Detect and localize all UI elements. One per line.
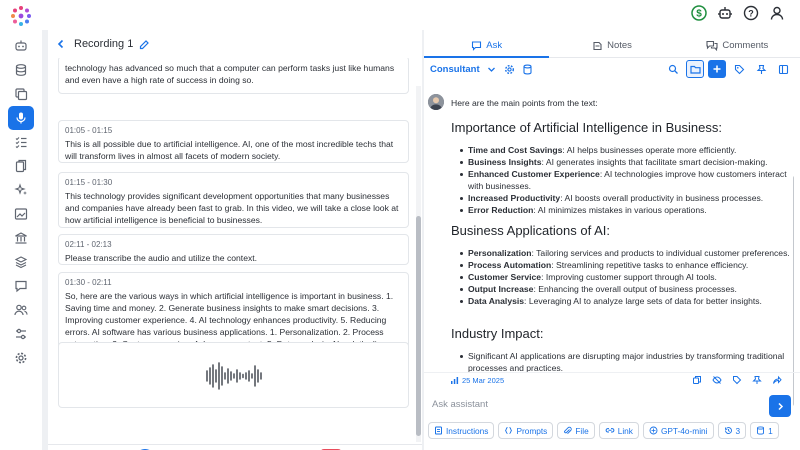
list-item: Customer Service: Improving customer support through AI tools. xyxy=(460,271,790,283)
rail-users-icon[interactable] xyxy=(8,298,34,322)
rail-sliders-icon[interactable] xyxy=(8,322,34,346)
folder-button[interactable] xyxy=(686,60,704,78)
transcript-time: 01:30 - 02:11 xyxy=(65,278,112,287)
copy-icon[interactable] xyxy=(692,375,702,385)
chevron-down-icon[interactable] xyxy=(485,62,499,76)
tab-ask-label: Ask xyxy=(486,40,503,51)
transcript-text: technology has advanced so much that a computer can perform tasks just like humans and even have a high rate of success in doing so. xyxy=(65,63,395,85)
list-item: Enhanced Customer Experience: AI technologies improve how customers interact with businesses. xyxy=(460,168,790,192)
rail-gallery-icon[interactable] xyxy=(8,82,34,106)
transcript-text: This technology provides significant development opportunities that many businesses and companies have already been fast to grab. In this video, we will take a close look at how artificial intelligence is beneficial to businesses. xyxy=(65,191,399,225)
prompts-chip[interactable]: Prompts xyxy=(498,422,553,439)
paperclip-icon xyxy=(563,426,572,435)
back-chevron-icon[interactable] xyxy=(54,37,68,51)
assistant-toolbar xyxy=(424,58,800,80)
list-item: Output Increase: Enhancing the overall output of business processes. xyxy=(460,283,790,295)
user-avatar xyxy=(428,94,444,110)
link-icon xyxy=(605,426,615,435)
plus-icon xyxy=(712,64,722,74)
pin-icon[interactable] xyxy=(752,60,770,78)
code-braces-icon xyxy=(504,426,513,435)
model-icon xyxy=(649,426,658,435)
bullet-list xyxy=(460,144,790,216)
folder-icon xyxy=(690,64,701,75)
svg-text:?: ? xyxy=(748,8,754,19)
transcript-time: 01:05 - 01:15 xyxy=(65,126,113,135)
answer-intro: Here are the main points from the text: xyxy=(451,98,598,108)
robot-icon[interactable] xyxy=(716,4,734,22)
transcript-scrollbar[interactable] xyxy=(416,86,421,442)
list-item: Data Analysis: Leveraging AI to analyze large sets of data for better insights. xyxy=(460,295,790,307)
rail-bank-icon[interactable] xyxy=(8,226,34,250)
audio-waveform-card[interactable] xyxy=(58,342,409,408)
collapse-icon[interactable] xyxy=(774,60,792,78)
tab-comments-label: Comments xyxy=(722,40,769,51)
dollar-icon[interactable] xyxy=(690,4,708,22)
help-icon[interactable] xyxy=(742,4,760,22)
rail-database-icon[interactable] xyxy=(8,58,34,82)
model-chip[interactable]: GPT-4o-mini xyxy=(643,422,714,439)
ask-assistant-input[interactable] xyxy=(428,393,766,415)
section-heading: Industry Impact: xyxy=(451,326,544,341)
list-item: Process Automation: Streamlining repetitive tasks to enhance efficiency. xyxy=(460,259,790,271)
hide-icon[interactable] xyxy=(712,375,722,385)
rail-microphone-icon[interactable] xyxy=(8,106,34,130)
database-icon[interactable] xyxy=(521,62,535,76)
list-item: Increased Productivity: AI boosts overall productivity in business processes. xyxy=(460,192,790,204)
chat-bubble-icon xyxy=(471,40,482,51)
transcript-card[interactable] xyxy=(58,58,409,94)
chevron-right-icon xyxy=(776,402,785,411)
rail-gear-icon[interactable] xyxy=(8,346,34,370)
tab-comments[interactable] xyxy=(675,34,800,57)
assistant-panel xyxy=(424,30,800,450)
bullet-list xyxy=(460,350,790,374)
list-item: Error Reduction: AI minimizes mistakes in various operations. xyxy=(460,204,790,216)
rail-sparkles-icon[interactable] xyxy=(8,178,34,202)
rail-checklist-icon[interactable] xyxy=(8,130,34,154)
settings-gear-icon[interactable] xyxy=(503,62,517,76)
assistant-tabs xyxy=(424,34,800,58)
edit-icon[interactable] xyxy=(139,37,153,51)
transcript-header xyxy=(48,30,422,58)
instructions-icon xyxy=(434,426,443,435)
history-icon xyxy=(724,426,733,435)
tab-notes-label: Notes xyxy=(607,40,632,51)
share-icon[interactable] xyxy=(772,375,782,385)
transcript-scrollbar-thumb[interactable] xyxy=(416,216,421,436)
top-bar xyxy=(0,0,800,30)
new-chat-button[interactable] xyxy=(708,60,726,78)
transcript-card[interactable] xyxy=(58,234,409,265)
list-item: Personalization: Tailoring services and products to individual customer preferences. xyxy=(460,247,790,259)
list-item: Significant AI applications are disrupting major industries by transforming traditional processes and practices. xyxy=(460,350,790,374)
rail-bot-icon[interactable] xyxy=(8,34,34,58)
transcript-text: This is all possible due to artificial intelligence. AI, one of the most incredible techs that will transform lives in almost all facets of modern society. xyxy=(65,139,394,161)
sidebar-rail xyxy=(0,30,42,450)
transcript-card[interactable] xyxy=(58,172,409,228)
list-item: Business Insights: AI generates insights that facilitate smart decision-making. xyxy=(460,156,790,168)
search-icon[interactable] xyxy=(664,60,682,78)
database-icon xyxy=(756,426,765,435)
transcript-text: So, here are the various ways in which artificial intelligence is important in business. 1. Saving time and money. 2. Generate business insights to make smart decisions. 3. Improving customer experience. 4. AI technology enhances productivity. 5. Reducing errors. AI software has various business applications. 1. Personalization. 2. Process xyxy=(65,291,394,337)
transcript-panel xyxy=(48,30,422,450)
instructions-chip[interactable]: Instructions xyxy=(428,422,494,439)
chart-bars-icon xyxy=(450,376,459,385)
transcript-time: 01:15 - 01:30 xyxy=(65,178,113,187)
mode-selector[interactable]: Consultant xyxy=(430,63,480,75)
tab-ask[interactable] xyxy=(424,34,549,57)
notes-icon xyxy=(592,40,603,51)
rail-documents-icon[interactable] xyxy=(8,154,34,178)
answer-meta-row xyxy=(424,372,800,388)
transcript-time: 02:11 - 02:13 xyxy=(65,240,112,249)
rail-image-chart-icon[interactable] xyxy=(8,202,34,226)
answer-date: 25 Mar 2025 xyxy=(450,376,504,385)
recording-title: Recording 1 xyxy=(74,38,134,50)
section-heading: Importance of Artificial Intelligence in Business: xyxy=(451,120,722,135)
link-chip[interactable]: Link xyxy=(599,422,639,439)
tab-notes[interactable] xyxy=(549,34,674,57)
svg-text:$: $ xyxy=(696,8,702,20)
user-icon[interactable] xyxy=(768,4,786,22)
file-chip[interactable]: File xyxy=(557,422,594,439)
app-logo[interactable] xyxy=(10,5,32,27)
waveform-icon xyxy=(59,343,410,409)
section-heading: Business Applications of AI: xyxy=(451,223,610,238)
transcript-card[interactable] xyxy=(58,120,409,163)
composer-chips xyxy=(428,422,798,440)
tag-icon[interactable] xyxy=(732,375,742,385)
recording-controls xyxy=(48,444,422,450)
rail-chat-icon[interactable] xyxy=(8,274,34,298)
list-item: Time and Cost Savings: AI helps businesses operate more efficiently. xyxy=(460,144,790,156)
pin-icon[interactable] xyxy=(752,375,762,385)
history-chip[interactable]: 3 xyxy=(718,422,747,439)
transcript-text: Please transcribe the audio and utilize the context. xyxy=(65,253,258,263)
tag-icon[interactable] xyxy=(730,60,748,78)
sources-chip[interactable]: 1 xyxy=(750,422,779,439)
rail-stack-icon[interactable] xyxy=(8,250,34,274)
assistant-answer xyxy=(424,80,794,420)
comments-icon xyxy=(706,40,718,51)
bullet-list xyxy=(460,247,790,307)
send-button[interactable] xyxy=(769,395,791,417)
